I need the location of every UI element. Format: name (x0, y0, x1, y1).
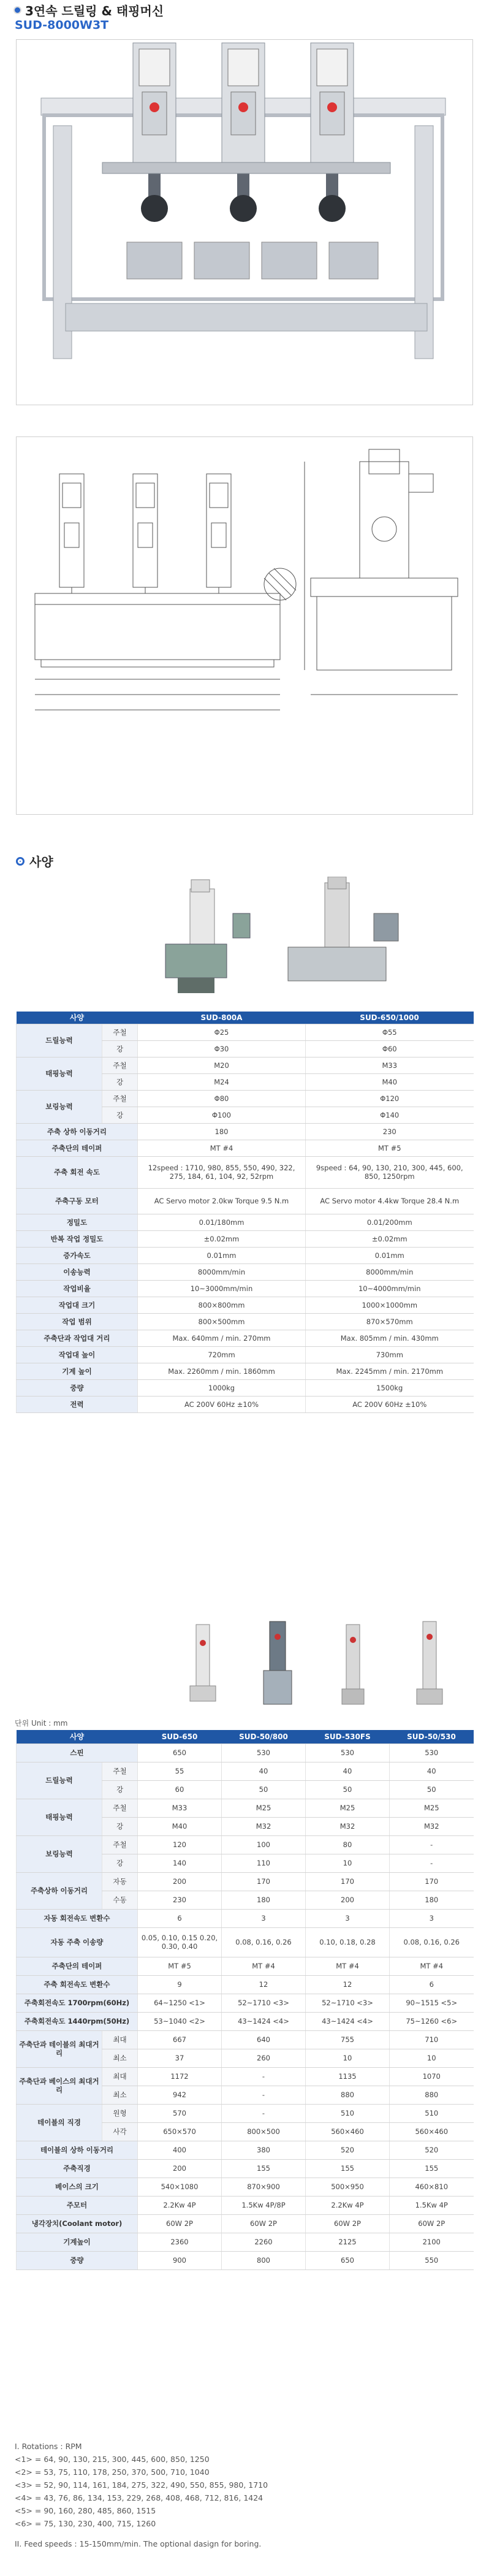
row-label: 기계높이 (17, 2233, 138, 2251)
cell-value: - (222, 2067, 306, 2086)
header-sud-650: SUD-650 (138, 1730, 222, 1743)
cell-value: 2100 (390, 2233, 474, 2251)
table-row (17, 2012, 474, 2030)
row-label: 기계 높이 (17, 1363, 138, 1379)
cell-value: 12 (306, 1975, 390, 1994)
cell-value: MT #4 (138, 1140, 306, 1156)
cell-value: 650 (138, 1743, 222, 1762)
cell-value: 1000×1000mm (306, 1297, 474, 1313)
table-row (17, 1909, 474, 1927)
cell-value: 1172 (138, 2067, 222, 2086)
cell-value: 230 (138, 1891, 222, 1909)
row-label: 주축구동 모터 (17, 1188, 138, 1214)
table-row (17, 2251, 474, 2269)
row-label: 주축단의 테이퍼 (17, 1957, 138, 1975)
table-row (17, 1363, 474, 1379)
rotation-line: <2> = 53, 75, 110, 178, 250, 370, 500, 710, 1040 (15, 2467, 210, 2477)
cell-value: 200 (306, 1891, 390, 1909)
row-label: 보링능력 (17, 1835, 102, 1872)
cell-value: M25 (306, 1799, 390, 1817)
cell-value: M32 (306, 1817, 390, 1835)
cell-value: 400 (138, 2141, 222, 2159)
product-photo (16, 39, 473, 405)
table-row (17, 1297, 474, 1313)
dimension-drawing-illustration (17, 437, 472, 814)
cell-value: 550 (390, 2251, 474, 2269)
cell-value: - (390, 1854, 474, 1872)
cell-value: 80 (306, 1835, 390, 1854)
table-row (17, 1280, 474, 1297)
sud-50-800-photo (263, 1621, 292, 1704)
page-title: 3연속 드릴링 & 태핑머신 (25, 3, 164, 18)
header-spec: 사양 (17, 1730, 138, 1743)
cell-value: 1.5Kw 4P/8P (222, 2196, 306, 2214)
four-machine-photos-illustration (184, 1618, 472, 1710)
cell-value: 40 (390, 1762, 474, 1780)
cell-value: 12 (222, 1975, 306, 1994)
cell-value: MT #5 (306, 1140, 474, 1156)
cell-value: 100 (222, 1835, 306, 1854)
table-row (17, 1330, 474, 1346)
row-sublabel: 최대 (102, 2030, 138, 2049)
table-row (17, 1156, 474, 1188)
cell-value: 880 (306, 2086, 390, 2104)
cell-value: 3 (390, 1909, 474, 1927)
table-row (17, 1799, 474, 1817)
row-label: 자동 주축 이송량 (17, 1927, 138, 1957)
triple-drilling-machine-illustration (17, 40, 472, 405)
row-label: 주축 회전 속도 (17, 1156, 138, 1188)
cell-value: 9 (138, 1975, 222, 1994)
cell-value: 8000mm/min (138, 1263, 306, 1280)
cell-value: M33 (306, 1057, 474, 1073)
spec-bullet-icon (16, 857, 25, 866)
cell-value: 460×810 (390, 2178, 474, 2196)
cell-value: 2125 (306, 2233, 390, 2251)
table-row (17, 2030, 474, 2049)
row-label: 반복 작업 정밀도 (17, 1230, 138, 1247)
cell-value: 10 (306, 1854, 390, 1872)
cell-value: AC 200V 60Hz ±10% (306, 1396, 474, 1412)
table-row (17, 1247, 474, 1263)
cell-value: 530 (222, 1743, 306, 1762)
cell-value: 230 (306, 1123, 474, 1140)
table-row (17, 1140, 474, 1156)
row-label: 이송능력 (17, 1263, 138, 1280)
cell-value: 755 (306, 2030, 390, 2049)
table-row (17, 1188, 474, 1214)
cell-value: 0.01/200mm (306, 1214, 474, 1230)
row-label: 주축회전속도 1440rpm(50Hz) (17, 2012, 138, 2030)
cell-value: 540×1080 (138, 2178, 222, 2196)
cell-value: 900 (138, 2251, 222, 2269)
cell-value: 2360 (138, 2233, 222, 2251)
cell-value: 1500kg (306, 1379, 474, 1396)
cell-value: 570 (138, 2104, 222, 2122)
cell-value: 55 (138, 1762, 222, 1780)
sud-650-1000-photo (288, 877, 398, 981)
cell-value: M20 (138, 1057, 306, 1073)
cell-value: 800×800mm (138, 1297, 306, 1313)
cell-value: 155 (222, 2159, 306, 2178)
cell-value: Φ80 (138, 1090, 306, 1107)
table-row (17, 1230, 474, 1247)
row-label: 태핑능력 (17, 1799, 102, 1835)
cell-value: - (222, 2086, 306, 2104)
page-header (13, 0, 164, 20)
cell-value: - (390, 1835, 474, 1854)
table-row (17, 2233, 474, 2251)
cell-value: 50 (222, 1780, 306, 1799)
row-sublabel: 최소 (102, 2049, 138, 2067)
sud-650-photo (190, 1625, 216, 1701)
cell-value: 40 (306, 1762, 390, 1780)
cell-value: 2.2Kw 4P (306, 2196, 390, 2214)
rotation-line: <6> = 75, 130, 230, 400, 715, 1260 (15, 2519, 156, 2528)
rotations-title: I. Rotations : RPM (15, 2442, 82, 2451)
spec-table-2 (16, 1730, 474, 2270)
cell-value: 60W 2P (306, 2214, 390, 2233)
sud-530fs-photo (342, 1625, 364, 1704)
table-row (17, 1396, 474, 1412)
cell-value: 170 (222, 1872, 306, 1891)
table-row (17, 1872, 474, 1891)
cell-value: 90~1515 <5> (390, 1994, 474, 2012)
cell-value: 180 (390, 1891, 474, 1909)
table-row (17, 1743, 474, 1762)
cell-value: 530 (390, 1743, 474, 1762)
cell-value: M40 (138, 1817, 222, 1835)
table-row (17, 2214, 474, 2233)
technical-drawing (16, 436, 473, 815)
row-label: 스핀 (17, 1743, 138, 1762)
row-label: 주축단과 작업대 거리 (17, 1330, 138, 1346)
cell-value: 3 (306, 1909, 390, 1927)
row-label: 베이스의 크기 (17, 2178, 138, 2196)
table-row (17, 2067, 474, 2086)
row-label: 주축직경 (17, 2159, 138, 2178)
row-sublabel: 강 (102, 1817, 138, 1835)
row-label: 작업대 높이 (17, 1346, 138, 1363)
cell-value: 800×500mm (138, 1313, 306, 1330)
cell-value: M25 (222, 1799, 306, 1817)
cell-value: Φ140 (306, 1107, 474, 1123)
cell-value: 75~1260 <6> (390, 2012, 474, 2030)
sud-800a-photo (165, 880, 250, 993)
row-label: 작업비율 (17, 1280, 138, 1297)
table-row (17, 2141, 474, 2159)
table-row (17, 1214, 474, 1230)
cell-value: 520 (390, 2141, 474, 2159)
row-label: 테이블의 상하 이동거리 (17, 2141, 138, 2159)
rotation-line: <5> = 90, 160, 280, 485, 860, 1515 (15, 2506, 156, 2515)
row-sublabel: 원형 (102, 2104, 138, 2122)
table-row (17, 1927, 474, 1957)
row-label: 주축 회전속도 변환수 (17, 1975, 138, 1994)
cell-value: 155 (306, 2159, 390, 2178)
row-label: 주축단과 테이블의 최대거리 (17, 2030, 102, 2067)
cell-value: 50 (390, 1780, 474, 1799)
table-row (17, 1762, 474, 1780)
feed-speeds-note: II. Feed speeds : 15-150mm/min. The optional dasign for boring. (15, 2539, 262, 2548)
cell-value: 200 (138, 1872, 222, 1891)
row-label: 중량 (17, 1379, 138, 1396)
row-sublabel: 주철 (102, 1835, 138, 1854)
table-row (17, 1835, 474, 1854)
unit-label: 단위 Unit : mm (15, 1719, 68, 1728)
cell-value: 560×460 (390, 2122, 474, 2141)
row-sublabel: 강 (102, 1854, 138, 1872)
row-label: 주모터 (17, 2196, 138, 2214)
cell-value: 3 (222, 1909, 306, 1927)
row-sublabel: 주철 (102, 1057, 138, 1073)
model-name: SUD-8000W3T (15, 18, 109, 32)
cell-value: 155 (390, 2159, 474, 2178)
cell-value: 710 (390, 2030, 474, 2049)
row-label: 테이블의 직경 (17, 2104, 102, 2141)
cell-value: 12speed : 1710, 980, 855, 550, 490, 322, 275, 184, 61, 104, 92, 52rpm (138, 1156, 306, 1188)
cell-value: 50 (306, 1780, 390, 1799)
cell-value: M33 (138, 1799, 222, 1817)
model-photos-row-1 (141, 877, 435, 999)
row-label: 주축 상하 이동거리 (17, 1123, 138, 1140)
header-sud-50-800: SUD-50/800 (222, 1730, 306, 1743)
cell-value: 650×570 (138, 2122, 222, 2141)
row-label: 주축상하 이동거리 (17, 1872, 102, 1909)
machine-photos-illustration (141, 877, 435, 999)
table-row (17, 2104, 474, 2122)
table-row (17, 1379, 474, 1396)
cell-value: M32 (222, 1817, 306, 1835)
row-label: 증가속도 (17, 1247, 138, 1263)
table-row (17, 1957, 474, 1975)
cell-value: MT #4 (306, 1957, 390, 1975)
spec-section-header (16, 852, 53, 870)
cell-value: 64~1250 <1> (138, 1994, 222, 2012)
table-row (17, 1263, 474, 1280)
row-sublabel: 강 (102, 1107, 138, 1123)
row-sublabel: 사각 (102, 2122, 138, 2141)
cell-value: 640 (222, 2030, 306, 2049)
sud-50-530-photo (417, 1621, 442, 1704)
cell-value: 60 (138, 1780, 222, 1799)
row-sublabel: 주철 (102, 1762, 138, 1780)
row-label: 보링능력 (17, 1090, 102, 1123)
cell-value: 10~4000mm/min (306, 1280, 474, 1297)
cell-value: 380 (222, 2141, 306, 2159)
table-row (17, 1994, 474, 2012)
row-sublabel: 최소 (102, 2086, 138, 2104)
cell-value: 1000kg (138, 1379, 306, 1396)
table-row (17, 1123, 474, 1140)
row-label: 정밀도 (17, 1214, 138, 1230)
row-label: 중량 (17, 2251, 138, 2269)
header-sud-650-1000: SUD-650/1000 (306, 1012, 474, 1024)
cell-value: 10~3000mm/min (138, 1280, 306, 1297)
cell-value: Φ55 (306, 1024, 474, 1040)
cell-value: AC Servo motor 2.0kw Torque 9.5 N.m (138, 1188, 306, 1214)
cell-value: 520 (306, 2141, 390, 2159)
cell-value: 170 (306, 1872, 390, 1891)
cell-value: 200 (138, 2159, 222, 2178)
table-row (17, 1313, 474, 1330)
cell-value: 0.08, 0.16, 0.26 (390, 1927, 474, 1957)
cell-value: AC 200V 60Hz ±10% (138, 1396, 306, 1412)
row-label: 냉각장치(Coolant motor) (17, 2214, 138, 2233)
cell-value: 6 (390, 1975, 474, 1994)
cell-value: 650 (306, 2251, 390, 2269)
row-sublabel: 강 (102, 1040, 138, 1057)
cell-value: 60W 2P (390, 2214, 474, 2233)
row-sublabel: 주철 (102, 1799, 138, 1817)
cell-value: 40 (222, 1762, 306, 1780)
cell-value: - (222, 2104, 306, 2122)
cell-value: 9speed : 64, 90, 130, 210, 300, 445, 600, 850, 1250rpm (306, 1156, 474, 1188)
cell-value: Φ30 (138, 1040, 306, 1057)
cell-value: 52~1710 <3> (306, 1994, 390, 2012)
cell-value: 10 (390, 2049, 474, 2067)
header-sud-530fs: SUD-530FS (306, 1730, 390, 1743)
cell-value: 170 (390, 1872, 474, 1891)
cell-value: ±0.02mm (306, 1230, 474, 1247)
table-row (17, 2159, 474, 2178)
table-header-row (17, 1730, 474, 1743)
cell-value: 942 (138, 2086, 222, 2104)
table-row (17, 1057, 474, 1073)
cell-value: 43~1424 <4> (306, 2012, 390, 2030)
cell-value: ±0.02mm (138, 1230, 306, 1247)
cell-value: 8000mm/min (306, 1263, 474, 1280)
cell-value: 800×500 (222, 2122, 306, 2141)
cell-value: Φ100 (138, 1107, 306, 1123)
table-header-row (17, 1012, 474, 1024)
cell-value: MT #4 (222, 1957, 306, 1975)
table-row (17, 2178, 474, 2196)
header-sud-50-530: SUD-50/530 (390, 1730, 474, 1743)
cell-value: 800 (222, 2251, 306, 2269)
row-sublabel: 수동 (102, 1891, 138, 1909)
row-label: 드릴능력 (17, 1024, 102, 1057)
cell-value: 10 (306, 2049, 390, 2067)
cell-value: 0.10, 0.18, 0.28 (306, 1927, 390, 1957)
table-row (17, 1975, 474, 1994)
row-label: 자동 회전속도 변환수 (17, 1909, 138, 1927)
cell-value: M40 (306, 1073, 474, 1090)
cell-value: 52~1710 <3> (222, 1994, 306, 2012)
cell-value: 260 (222, 2049, 306, 2067)
cell-value: 1070 (390, 2067, 474, 2086)
cell-value: 730mm (306, 1346, 474, 1363)
cell-value: MT #5 (138, 1957, 222, 1975)
cell-value: 110 (222, 1854, 306, 1872)
cell-value: 53~1040 <2> (138, 2012, 222, 2030)
cell-value: Φ25 (138, 1024, 306, 1040)
table-row (17, 1090, 474, 1107)
cell-value: 120 (138, 1835, 222, 1854)
cell-value: 180 (138, 1123, 306, 1140)
cell-value: 0.05, 0.10, 0.15 0.20, 0.30, 0.40 (138, 1927, 222, 1957)
row-label: 작업대 크기 (17, 1297, 138, 1313)
cell-value: 870×570mm (306, 1313, 474, 1330)
cell-value: Φ120 (306, 1090, 474, 1107)
cell-value: 60W 2P (222, 2214, 306, 2233)
cell-value: 720mm (138, 1346, 306, 1363)
cell-value: Max. 2245mm / min. 2170mm (306, 1363, 474, 1379)
row-label: 주축단의 테이퍼 (17, 1140, 138, 1156)
cell-value: 0.08, 0.16, 0.26 (222, 1927, 306, 1957)
cell-value: 560×460 (306, 2122, 390, 2141)
row-label: 드릴능력 (17, 1762, 102, 1799)
cell-value: 500×950 (306, 2178, 390, 2196)
model-photos-row-2 (184, 1618, 472, 1710)
spec-table-1 (16, 1012, 474, 1413)
table-row (17, 1346, 474, 1363)
row-sublabel: 최대 (102, 2067, 138, 2086)
cell-value: 2.2Kw 4P (138, 2196, 222, 2214)
table-row (17, 2196, 474, 2214)
cell-value: 180 (222, 1891, 306, 1909)
rotation-line: <1> = 64, 90, 130, 215, 300, 445, 600, 850, 1250 (15, 2455, 210, 2464)
cell-value: 60W 2P (138, 2214, 222, 2233)
cell-value: 0.01mm (138, 1247, 306, 1263)
cell-value: 530 (306, 1743, 390, 1762)
cell-value: 43~1424 <4> (222, 2012, 306, 2030)
rotation-line: <3> = 52, 90, 114, 161, 184, 275, 322, 490, 550, 855, 980, 1710 (15, 2480, 268, 2490)
cell-value: 0.01/180mm (138, 1214, 306, 1230)
spec-section-title: 사양 (29, 855, 53, 869)
cell-value: Max. 640mm / min. 270mm (138, 1330, 306, 1346)
row-label: 태핑능력 (17, 1057, 102, 1090)
footnotes (15, 2440, 268, 2550)
cell-value: M32 (390, 1817, 474, 1835)
row-label: 전력 (17, 1396, 138, 1412)
cell-value: 1135 (306, 2067, 390, 2086)
cell-value: 510 (390, 2104, 474, 2122)
cell-value: Max. 805mm / min. 430mm (306, 1330, 474, 1346)
header-spec: 사양 (17, 1012, 138, 1024)
cell-value: 667 (138, 2030, 222, 2049)
table-row (17, 1024, 474, 1040)
row-label: 작업 범위 (17, 1313, 138, 1330)
row-sublabel: 주철 (102, 1024, 138, 1040)
row-sublabel: 주철 (102, 1090, 138, 1107)
rotation-line: <4> = 43, 76, 86, 134, 153, 229, 268, 408, 468, 712, 816, 1424 (15, 2493, 263, 2502)
cell-value: Max. 2260mm / min. 1860mm (138, 1363, 306, 1379)
section-bullet-icon (13, 6, 21, 14)
cell-value: 880 (390, 2086, 474, 2104)
cell-value: 140 (138, 1854, 222, 1872)
row-sublabel: 강 (102, 1780, 138, 1799)
cell-value: M25 (390, 1799, 474, 1817)
cell-value: 0.01mm (306, 1247, 474, 1263)
cell-value: 37 (138, 2049, 222, 2067)
row-label: 주축단과 베이스의 최대거리 (17, 2067, 102, 2104)
row-sublabel: 강 (102, 1073, 138, 1090)
cell-value: 870×900 (222, 2178, 306, 2196)
cell-value: AC Servo motor 4.4kw Torque 28.4 N.m (306, 1188, 474, 1214)
cell-value: 6 (138, 1909, 222, 1927)
cell-value: 510 (306, 2104, 390, 2122)
cell-value: MT #4 (390, 1957, 474, 1975)
row-sublabel: 자동 (102, 1872, 138, 1891)
cell-value: M24 (138, 1073, 306, 1090)
header-sud-800a: SUD-800A (138, 1012, 306, 1024)
cell-value: 1.5Kw 4P (390, 2196, 474, 2214)
row-label: 주축회전속도 1700rpm(60Hz) (17, 1994, 138, 2012)
cell-value: Φ60 (306, 1040, 474, 1057)
cell-value: 2260 (222, 2233, 306, 2251)
